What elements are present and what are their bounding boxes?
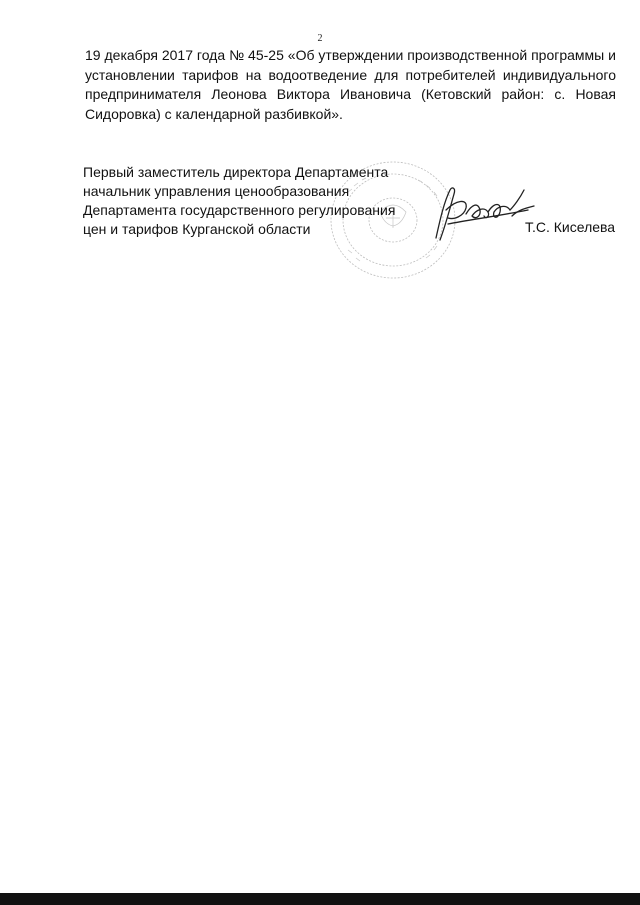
scan-bottom-border	[0, 893, 640, 905]
signatory-title-line-4: цен и тарифов Курганской области	[83, 221, 311, 237]
page-number: 2	[317, 33, 323, 44]
signatory-title-line-3: Департамента государственного регулирования	[83, 202, 396, 218]
signer-name: Т.С. Киселева	[525, 219, 616, 235]
signatory-title-line-2: начальник управления ценообразования	[83, 183, 350, 199]
body-paragraph: 19 декабря 2017 года № 45-25 «Об утверждении производственной программы и установлении тарифов на водоотведение для потребителей индивидуального предпринимателя Леонова Виктора Ивановича (Кетовский район: с. Новая Сидоровка) с календарной разбивкой».	[85, 47, 616, 122]
signatory-title-line-1: Первый заместитель директора Департамента	[83, 164, 389, 180]
